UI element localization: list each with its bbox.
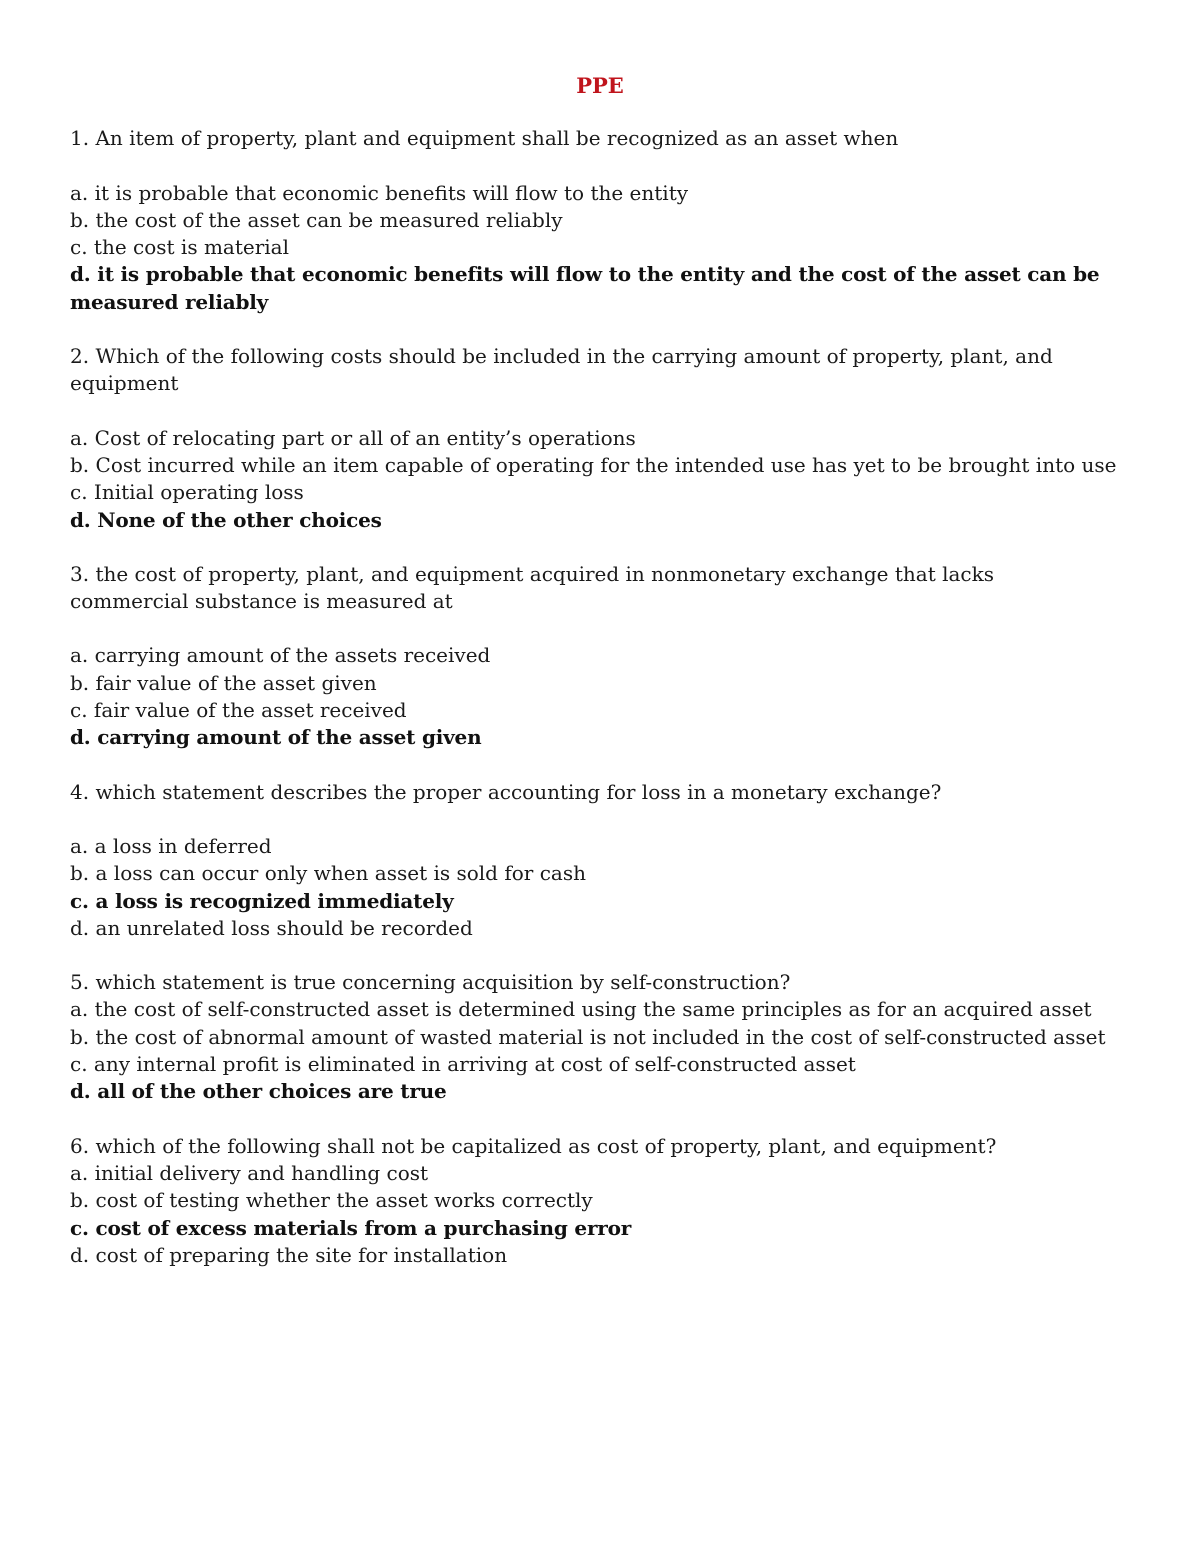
question-2 <box>70 343 1130 534</box>
option-c: c. fair value of the asset received <box>70 698 407 723</box>
question-text: 2. Which of the following costs should be included in the carrying amount of property, plant, and equipment <box>70 344 1053 396</box>
document-page <box>70 72 1130 1296</box>
option-c: c. Initial operating loss <box>70 480 304 505</box>
question-text: 4. which statement describes the proper accounting for loss in a monetary exchange? <box>70 779 942 804</box>
option-d-correct-answer: d. carrying amount of the asset given <box>70 725 482 750</box>
option-b: b. a loss can occur only when asset is sold for cash <box>70 861 586 886</box>
option-c: c. any internal profit is eliminated in arriving at cost of self-constructed asset <box>70 1052 856 1077</box>
option-d: d. an unrelated loss should be recorded <box>70 915 473 940</box>
question-text: 5. which statement is true concerning acquisition by self-construction? <box>70 970 791 995</box>
question-6 <box>70 1133 1130 1269</box>
question-text: 6. which of the following shall not be capitalized as cost of property, plant, and equipment? <box>70 1133 997 1158</box>
option-c: c. the cost is material <box>70 235 289 260</box>
option-a: a. it is probable that economic benefits will flow to the entity <box>70 180 689 205</box>
option-a: a. Cost of relocating part or all of an entity’s operations <box>70 425 636 450</box>
option-d-correct-answer: d. None of the other choices <box>70 507 382 532</box>
option-b: b. cost of testing whether the asset works correctly <box>70 1188 593 1213</box>
option-a: a. the cost of self-constructed asset is determined using the same principles as for an acquired asset <box>70 997 1092 1022</box>
question-3 <box>70 561 1130 752</box>
question-text: 1. An item of property, plant and equipment shall be recognized as an asset when <box>70 126 899 151</box>
option-b: b. the cost of abnormal amount of wasted material is not included in the cost of self-constructed asset <box>70 1024 1106 1049</box>
question-5 <box>70 969 1130 1105</box>
question-4 <box>70 779 1130 942</box>
option-c-correct-answer: c. a loss is recognized immediately <box>70 888 454 913</box>
options-list <box>70 996 1130 1105</box>
document-title: PPE <box>576 73 624 98</box>
option-a: a. initial delivery and handling cost <box>70 1160 429 1185</box>
option-a: a. a loss in deferred <box>70 833 272 858</box>
question-1 <box>70 125 1130 316</box>
option-d-correct-answer: d. all of the other choices are true <box>70 1079 447 1104</box>
options-list <box>70 833 1130 942</box>
options-list <box>70 180 1130 316</box>
option-a: a. carrying amount of the assets received <box>70 643 491 668</box>
question-text: 3. the cost of property, plant, and equipment acquired in nonmonetary exchange that lacks commercial substance is measured at <box>70 561 995 614</box>
option-d-correct-answer: d. it is probable that economic benefits will flow to the entity and the cost of the asset can be measured reliably <box>70 262 1100 314</box>
option-b: b. fair value of the asset given <box>70 670 377 695</box>
option-b: b. the cost of the asset can be measured reliably <box>70 207 563 232</box>
option-c-correct-answer: c. cost of excess materials from a purchasing error <box>70 1215 632 1240</box>
options-list <box>70 1160 1130 1269</box>
option-b: b. Cost incurred while an item capable of operating for the intended use has yet to be brought into use <box>70 452 1117 477</box>
options-list <box>70 425 1130 534</box>
option-d: d. cost of preparing the site for installation <box>70 1242 508 1267</box>
options-list <box>70 642 1130 751</box>
